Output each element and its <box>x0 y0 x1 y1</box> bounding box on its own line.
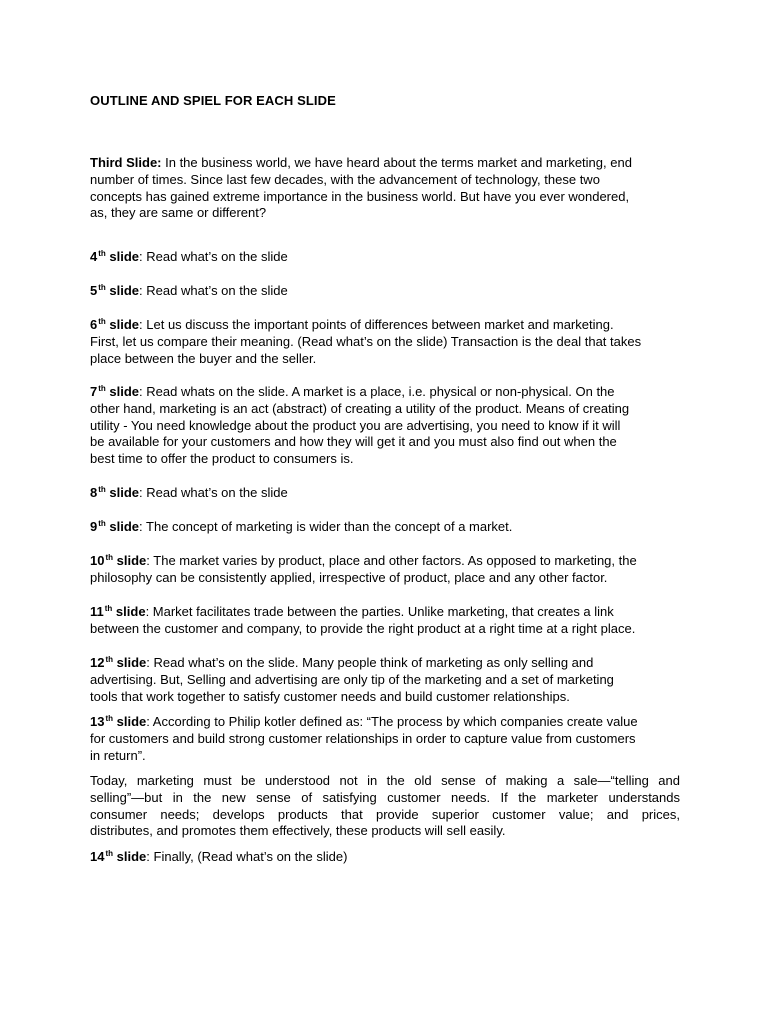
paragraph-line: Today, marketing must be understood not in the old sense of making a sale—“telling and <box>90 773 680 788</box>
third-slide-paragraph <box>90 155 690 222</box>
paragraph-line: selling”—but in the new sense of satisfying customer needs. If the marketer understands <box>90 789 680 805</box>
paragraph-line: in return”. <box>90 747 146 763</box>
slide-8-paragraph <box>90 485 680 502</box>
slide-14-paragraph <box>90 849 680 866</box>
today-paragraph <box>90 773 680 840</box>
paragraph-line: Third Slide: In the business world, we have heard about the terms market and marketing, end <box>90 155 632 170</box>
paragraph-line: 10th slide: The market varies by product, place and other factors. As opposed to marketing, the <box>90 553 637 568</box>
slide-label: 13th slide <box>90 714 147 729</box>
paragraph-line: utility - You need knowledge about the product you are advertising, you need to know if it will <box>90 417 621 433</box>
paragraph-line: 8th slide: Read what’s on the slide <box>90 485 288 500</box>
paragraph-line: 7th slide: Read whats on the slide. A market is a place, i.e. physical or non-physical. On the <box>90 384 615 399</box>
paragraph-line: 14th slide: Finally, (Read what’s on the slide) <box>90 849 348 864</box>
slide-label: 14th slide <box>90 849 147 864</box>
slide-label: 11th slide <box>90 604 146 619</box>
slide-label: 7th slide <box>90 384 140 399</box>
slide-label: 10th slide <box>90 553 147 568</box>
slide-7-paragraph <box>90 384 680 468</box>
document-title: OUTLINE AND SPIEL FOR EACH SLIDE <box>90 93 336 108</box>
paragraph-line: 13th slide: According to Philip kotler defined as: “The process by which companies create value <box>90 714 638 729</box>
paragraph-line: between the customer and company, to provide the right product at a right time at a right place. <box>90 620 636 636</box>
slide-label: 4th slide <box>90 249 140 264</box>
paragraph-line: best time to offer the product to consumers is. <box>90 451 354 467</box>
paragraph-line: concepts has gained extreme importance in the business world. But have you ever wondered, <box>90 188 630 204</box>
slide-label: 8th slide <box>90 485 140 500</box>
slide-label: 12th slide <box>90 655 147 670</box>
paragraph-line: 5th slide: Read what’s on the slide <box>90 283 288 298</box>
paragraph-line: 6th slide: Let us discuss the important points of differences between market and marketing. <box>90 317 614 332</box>
slide-label: 5th slide <box>90 283 140 298</box>
paragraph-line: for customers and build strong customer relationships in order to capture value from customers <box>90 730 636 746</box>
paragraph-line: First, let us compare their meaning. (Read what’s on the slide) Transaction is the deal that takes <box>90 333 642 349</box>
paragraph-line: 12th slide: Read what’s on the slide. Many people think of marketing as only selling and <box>90 655 594 670</box>
slide-6-paragraph <box>90 317 680 367</box>
slide-11-paragraph <box>90 604 680 638</box>
paragraph-line: as, they are same or different? <box>90 205 267 221</box>
third-slide-label: Third Slide: <box>90 155 162 170</box>
paragraph-line: philosophy can be consistently applied, irrespective of product, place and any other factor. <box>90 569 608 585</box>
slide-10-paragraph <box>90 553 680 587</box>
paragraph-line: 9th slide: The concept of marketing is wider than the concept of a market. <box>90 519 513 534</box>
slide-label: 6th slide <box>90 317 140 332</box>
paragraph-line: place between the buyer and the seller. <box>90 350 317 366</box>
paragraph-line: consumer needs; develops products that provide superior customer value; and prices, <box>90 806 680 822</box>
slide-5-paragraph <box>90 283 680 300</box>
slide-13-paragraph <box>90 714 680 764</box>
paragraph-line: distributes, and promotes them effectively, these products will sell easily. <box>90 823 506 839</box>
paragraph-line: advertising. But, Selling and advertising are only tip of the marketing and a set of marketing <box>90 671 614 687</box>
paragraph-line: be available for your customers and how they will get it and you must also find out when the <box>90 434 617 450</box>
slide-label: 9th slide <box>90 519 140 534</box>
slide-9-paragraph <box>90 519 680 536</box>
slide-4-paragraph <box>90 249 680 266</box>
paragraph-line: 4th slide: Read what’s on the slide <box>90 249 288 264</box>
paragraph-line: other hand, marketing is an act (abstract) of creating a utility of the product. Means of creating <box>90 400 630 416</box>
paragraph-line: 11th slide: Market facilitates trade between the parties. Unlike marketing, that creates a link <box>90 604 614 619</box>
slide-12-paragraph <box>90 655 680 705</box>
paragraph-line: number of times. Since last few decades, with the advancement of technology, these two <box>90 171 600 187</box>
paragraph-line: tools that work together to satisfy customer needs and build customer relationships. <box>90 688 570 704</box>
